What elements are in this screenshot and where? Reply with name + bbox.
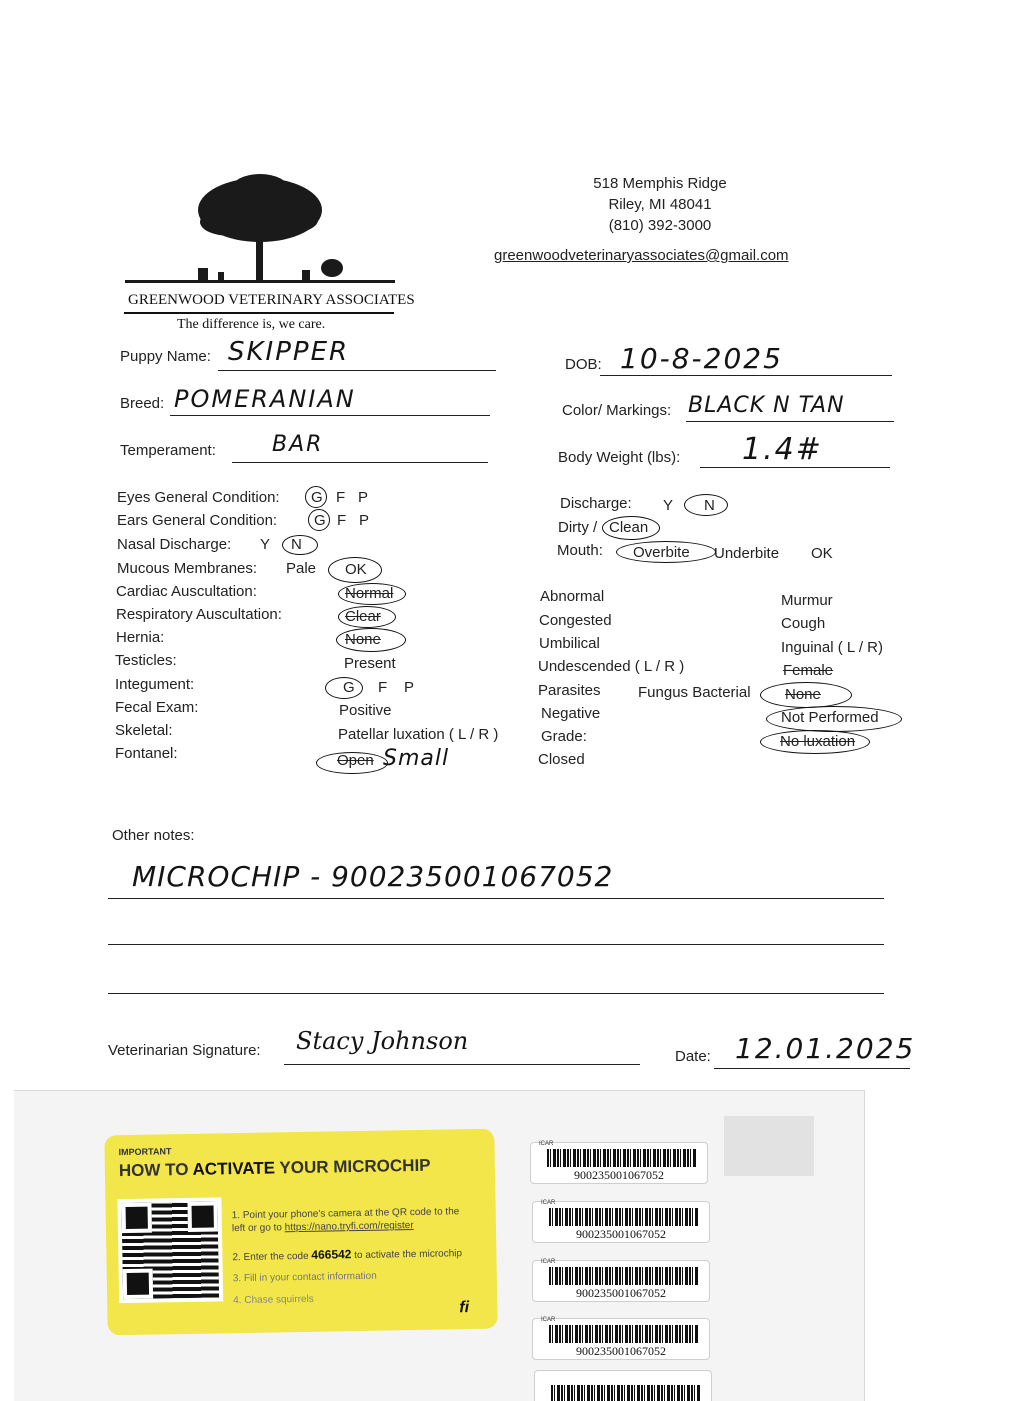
testicles-undescended: Undescended ( L / R ): [538, 658, 685, 675]
integ-none: None: [785, 686, 821, 703]
date-label: Date:: [675, 1048, 711, 1065]
hernia-label: Hernia:: [116, 629, 165, 646]
barcode-icon: [547, 1149, 697, 1167]
ears-g-circle: [308, 509, 330, 531]
mucous-ok-circle: [328, 557, 382, 583]
card-step1: [232, 1205, 472, 1235]
testicles-label: Testicles:: [115, 652, 177, 669]
skeletal-no-luxation-circle: [760, 730, 870, 754]
date-value: 12.01.2025: [735, 1032, 916, 1065]
nasal-n-circle: [282, 535, 318, 555]
weight-label: Body Weight (lbs):: [558, 449, 681, 466]
temperament-line: [232, 462, 488, 463]
logo-underline: [124, 312, 394, 314]
integ-parasites: Parasites: [538, 682, 601, 699]
resp-cough: Cough: [781, 615, 826, 632]
hernia-none-circle: [336, 628, 406, 652]
fontanel-open: Open: [337, 752, 374, 769]
dirty-clean: Clean: [609, 519, 649, 536]
nasal-y: Y: [260, 536, 271, 553]
packet-shadow-mark: [724, 1116, 814, 1176]
puppy-name-label: Puppy Name:: [120, 348, 211, 365]
fecal-not-performed-circle: [766, 706, 902, 732]
tree-logo-icon: [120, 170, 400, 290]
address-line2: Riley, MI 48041: [608, 196, 712, 213]
skeletal-label: Skeletal:: [115, 722, 173, 739]
chip-label-5: [534, 1370, 712, 1401]
signature-line: [284, 1064, 640, 1065]
ears-p: P: [359, 512, 370, 529]
card-step3: 3. Fill in your contact information: [232, 1270, 377, 1285]
date-line: [714, 1068, 910, 1069]
eyes-label: Eyes General Condition:: [117, 489, 280, 506]
integ-g-circle: [325, 677, 363, 699]
address-line1: 518 Memphis Ridge: [593, 175, 727, 192]
discharge-n-circle: [684, 494, 728, 516]
chip-number: 900235001067052: [576, 1344, 666, 1358]
barcode-icon: [549, 1325, 699, 1343]
notes-line-1: [108, 898, 884, 899]
dob-label: DOB:: [565, 356, 602, 373]
mouth-label: Mouth:: [557, 542, 603, 559]
testicles-female: Female: [783, 662, 834, 679]
color-label: Color/ Markings:: [562, 402, 672, 419]
cardiac-label: Cardiac Auscultation:: [116, 583, 257, 600]
hernia-none: None: [345, 631, 381, 648]
mouth-overbite-circle: [616, 541, 716, 563]
color-line: [686, 421, 894, 422]
cardiac-normal: Normal: [345, 585, 394, 602]
chip-label-tag: ICAR: [541, 1317, 556, 1323]
resp-label: Respiratory Auscultation:: [116, 606, 282, 623]
cardiac-normal-circle: [338, 583, 406, 605]
chip-label-4: [532, 1318, 710, 1360]
mouth-ok: OK: [811, 545, 833, 562]
breed-value: POMERANIAN: [174, 385, 356, 413]
notes-line-2: [108, 944, 884, 945]
notes-label: Other notes:: [112, 827, 195, 844]
chip-number: 900235001067052: [574, 1168, 664, 1182]
nasal-label: Nasal Discharge:: [117, 536, 232, 553]
discharge-n: N: [704, 497, 715, 514]
ears-f: F: [337, 512, 347, 529]
integ-p: P: [404, 679, 415, 696]
card-title-suffix: YOUR MICROCHIP: [274, 1155, 431, 1178]
testicles-present: Present: [344, 655, 396, 672]
skeletal-patellar: Patellar luxation ( L / R ): [338, 726, 499, 743]
fontanel-label: Fontanel:: [115, 745, 178, 762]
mouth-overbite: Overbite: [633, 544, 690, 561]
integ-none-circle: [760, 682, 852, 708]
clinic-name: GREENWOOD VETERINARY ASSOCIATES: [128, 292, 415, 308]
puppy-name-line: [218, 370, 496, 371]
dob-value: 10-8-2025: [620, 342, 783, 375]
ears-g: G: [314, 512, 326, 529]
clinic-logo: [120, 170, 415, 340]
barcode-icon: [551, 1385, 701, 1401]
resp-clear-circle: [338, 606, 396, 628]
clinic-tagline: The difference is, we care.: [177, 317, 326, 332]
eyes-g: G: [311, 489, 323, 506]
integ-label: Integument:: [115, 676, 195, 693]
dob-line: [600, 375, 892, 376]
dirty-label: Dirty /: [558, 519, 598, 536]
chip-label-2: [532, 1201, 710, 1243]
hernia-inguinal: Inguinal ( L / R): [781, 639, 883, 656]
card-step2-prefix: 2. Enter the code: [232, 1250, 312, 1264]
qr-code-icon[interactable]: [121, 1201, 219, 1299]
fontanel-small: Small: [383, 746, 450, 771]
notes-line1-text: MICROCHIP - 900235001067052: [132, 860, 614, 893]
dirty-clean-circle: [602, 516, 660, 540]
card-step2: [232, 1245, 462, 1263]
chip-number: 900235001067052: [576, 1286, 666, 1300]
fecal-positive: Positive: [339, 702, 392, 719]
card-title: [119, 1156, 431, 1181]
breed-label: Breed:: [120, 395, 165, 412]
ears-label: Ears General Condition:: [117, 512, 278, 529]
clinic-email: greenwoodveterinaryassociates@gmail.com: [494, 247, 789, 264]
chip-label-3: [532, 1260, 710, 1302]
integ-f: F: [378, 679, 388, 696]
chip-label-tag: ICAR: [541, 1200, 556, 1206]
barcode-icon: [549, 1267, 699, 1285]
card-step1-prefix: 1. Point your phone's camera at the QR code to the left or go to: [231, 1206, 460, 1235]
activation-code: 466542: [311, 1247, 352, 1262]
signature-label: Veterinarian Signature:: [108, 1042, 261, 1059]
weight-line: [700, 467, 890, 468]
fontanel-open-circle: [316, 752, 388, 774]
signature-text: Stacy Johnson: [296, 1027, 469, 1055]
temperament-value: BAR: [272, 432, 324, 457]
mucous-label: Mucous Membranes:: [117, 560, 258, 577]
mucous-ok: OK: [345, 561, 367, 578]
register-link[interactable]: https://nano.tryfi.com/register: [284, 1220, 414, 1234]
fecal-not-performed: Not Performed: [781, 709, 879, 726]
resp-congested: Congested: [539, 612, 612, 629]
card-title-prefix: HOW TO: [118, 1159, 193, 1181]
chip-label-tag: ICAR: [539, 1141, 554, 1147]
card-step2-suffix: to activate the microchip: [351, 1248, 463, 1262]
card-important: IMPORTANT: [118, 1146, 172, 1158]
notes-line-3: [108, 993, 884, 994]
nasal-n: N: [291, 536, 302, 553]
chip-label-tag: ICAR: [541, 1259, 556, 1265]
clinic-phone: (810) 392-3000: [608, 217, 712, 234]
integ-g: G: [343, 679, 355, 696]
clinic-address: [560, 175, 760, 234]
temperament-label: Temperament:: [120, 442, 216, 459]
chip-number: 900235001067052: [576, 1227, 666, 1241]
fecal-label: Fecal Exam:: [115, 699, 199, 716]
eyes-p: P: [358, 489, 369, 506]
barcode-icon: [549, 1208, 699, 1226]
skeletal-grade: Grade:: [541, 728, 587, 745]
breed-line: [170, 415, 490, 416]
integ-fungus: Fungus Bacterial: [638, 684, 751, 701]
resp-clear: Clear: [345, 608, 381, 625]
weight-value: 1.4#: [742, 432, 823, 467]
mucous-pale: Pale: [286, 560, 317, 577]
color-value: BLACK N TAN: [688, 393, 845, 418]
hernia-umbilical: Umbilical: [539, 635, 600, 652]
skeletal-no-luxation: No luxation: [780, 733, 856, 750]
mouth-underbite: Underbite: [714, 545, 780, 562]
cardiac-murmur: Murmur: [781, 592, 833, 609]
chip-label-1: [530, 1142, 708, 1184]
puppy-name-value: SKIPPER: [228, 337, 350, 367]
fi-brand-logo: fi: [459, 1299, 470, 1317]
eyes-g-circle: [305, 486, 327, 508]
discharge-label: Discharge:: [560, 495, 632, 512]
card-step4: 4. Chase squirrels: [233, 1293, 314, 1307]
eyes-f: F: [336, 489, 346, 506]
fontanel-closed: Closed: [538, 751, 585, 768]
card-title-highlight: ACTIVATE: [192, 1158, 276, 1179]
activation-card: [104, 1129, 497, 1336]
cardiac-abnormal: Abnormal: [540, 588, 605, 605]
fecal-negative: Negative: [541, 705, 601, 722]
discharge-y: Y: [663, 497, 674, 514]
